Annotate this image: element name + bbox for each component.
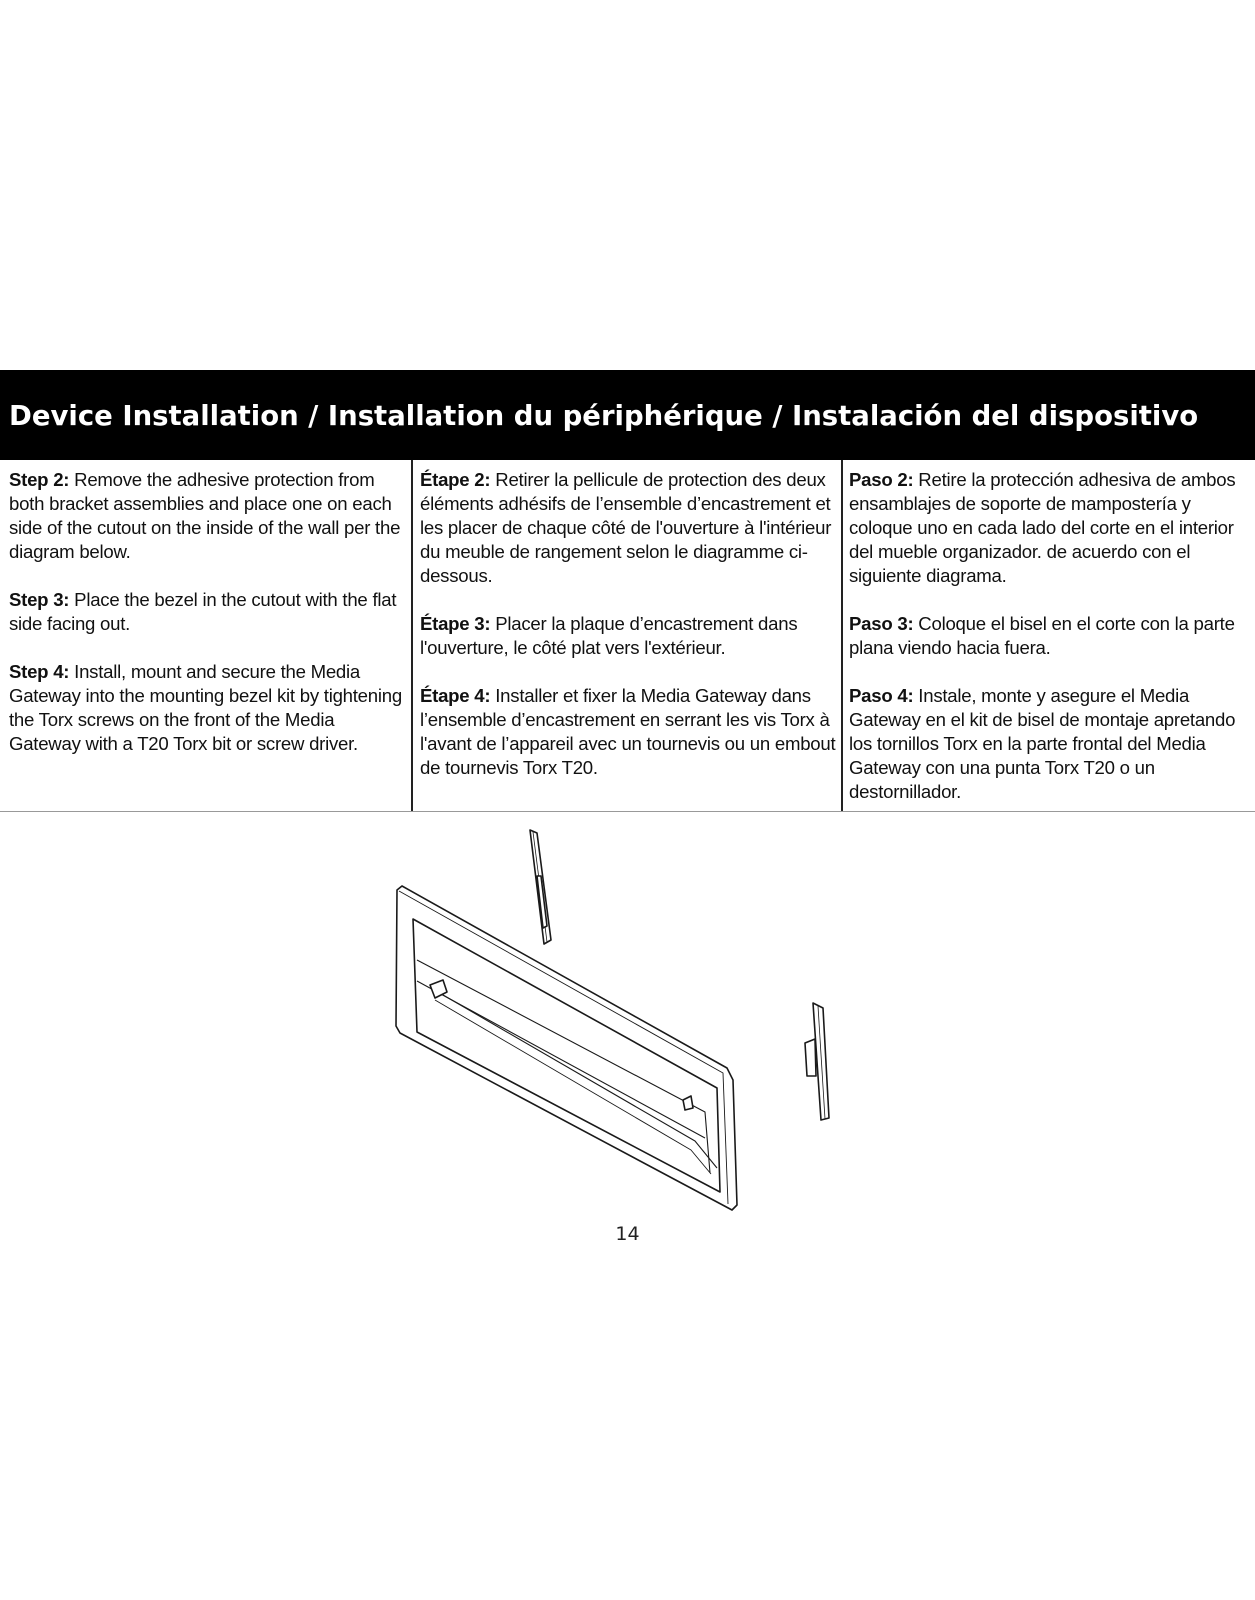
step-label: Step 2:	[9, 469, 70, 490]
step-label: Étape 2:	[420, 469, 491, 490]
step-text: Installer et fixer la Media Gateway dans l’ensemble d’encastrement en serrant les vis Torx à l'avant de l’appareil avec un tournevis ou un embout de tournevis Torx T20.	[420, 685, 836, 778]
page-number: 14	[615, 1223, 640, 1245]
english-step-4	[9, 660, 409, 756]
step-text: Instale, monte y asegure el Media Gateway en el kit de bisel de montaje apretando los tornillos Torx en la parte frontal del Media Gateway con una punta Torx T20 o un destornillador.	[849, 685, 1236, 802]
step-label: Paso 4:	[849, 685, 914, 706]
french-step-2	[420, 468, 838, 588]
bezel-frame	[396, 886, 737, 1210]
column-divider	[411, 460, 413, 811]
step-label: Étape 4:	[420, 685, 491, 706]
english-step-2	[9, 468, 409, 564]
spanish-step-2	[849, 468, 1250, 588]
step-text: Place the bezel in the cutout with the flat side facing out.	[9, 589, 397, 634]
step-text: Install, mount and secure the Media Gateway into the mounting bezel kit by tightening the Torx screws on the front of the Media Gateway with a T20 Torx bit or screw driver.	[9, 661, 402, 754]
french-step-3	[420, 612, 838, 660]
english-column	[9, 468, 409, 780]
top-bracket	[530, 830, 551, 944]
column-divider	[841, 460, 843, 811]
spanish-step-4	[849, 684, 1250, 804]
step-text: Remove the adhesive protection from both bracket assemblies and place one on each side of the cutout on the inside of the wall per the diagram below.	[9, 469, 401, 562]
step-text: Retire la protección adhesiva de ambos ensamblajes de soporte de mampostería y coloque uno en cada lado del corte en el interior del mueble organizador. de acuerdo con el siguiente diagrama.	[849, 469, 1236, 586]
spanish-step-3	[849, 612, 1250, 660]
step-text: Coloque el bisel en el corte con la parte plana viendo hacia fuera.	[849, 613, 1235, 658]
bezel-installation-diagram	[395, 818, 865, 1218]
step-label: Étape 3:	[420, 613, 491, 634]
step-label: Paso 2:	[849, 469, 914, 490]
french-step-4	[420, 684, 838, 780]
step-label: Paso 3:	[849, 613, 914, 634]
header-bar	[0, 370, 1255, 460]
french-column	[420, 468, 838, 804]
step-text: Placer la plaque d’encastrement dans l'ouverture, le côté plat vers l'extérieur.	[420, 613, 798, 658]
instruction-columns	[0, 460, 1255, 812]
step-label: Step 3:	[9, 589, 70, 610]
step-label: Step 4:	[9, 661, 70, 682]
step-text: Retirer la pellicule de protection des deux éléments adhésifs de l’ensemble d’encastrement et les placer de chaque côté de l'ouverture à l'intérieur du meuble de rangement selon le diagramme ci-dessous.	[420, 469, 832, 586]
english-step-3	[9, 588, 409, 636]
page-title: Device Installation / Installation du périphérique / Instalación del dispositivo	[9, 400, 1199, 432]
right-bracket	[805, 1003, 829, 1120]
spanish-column	[849, 468, 1250, 828]
